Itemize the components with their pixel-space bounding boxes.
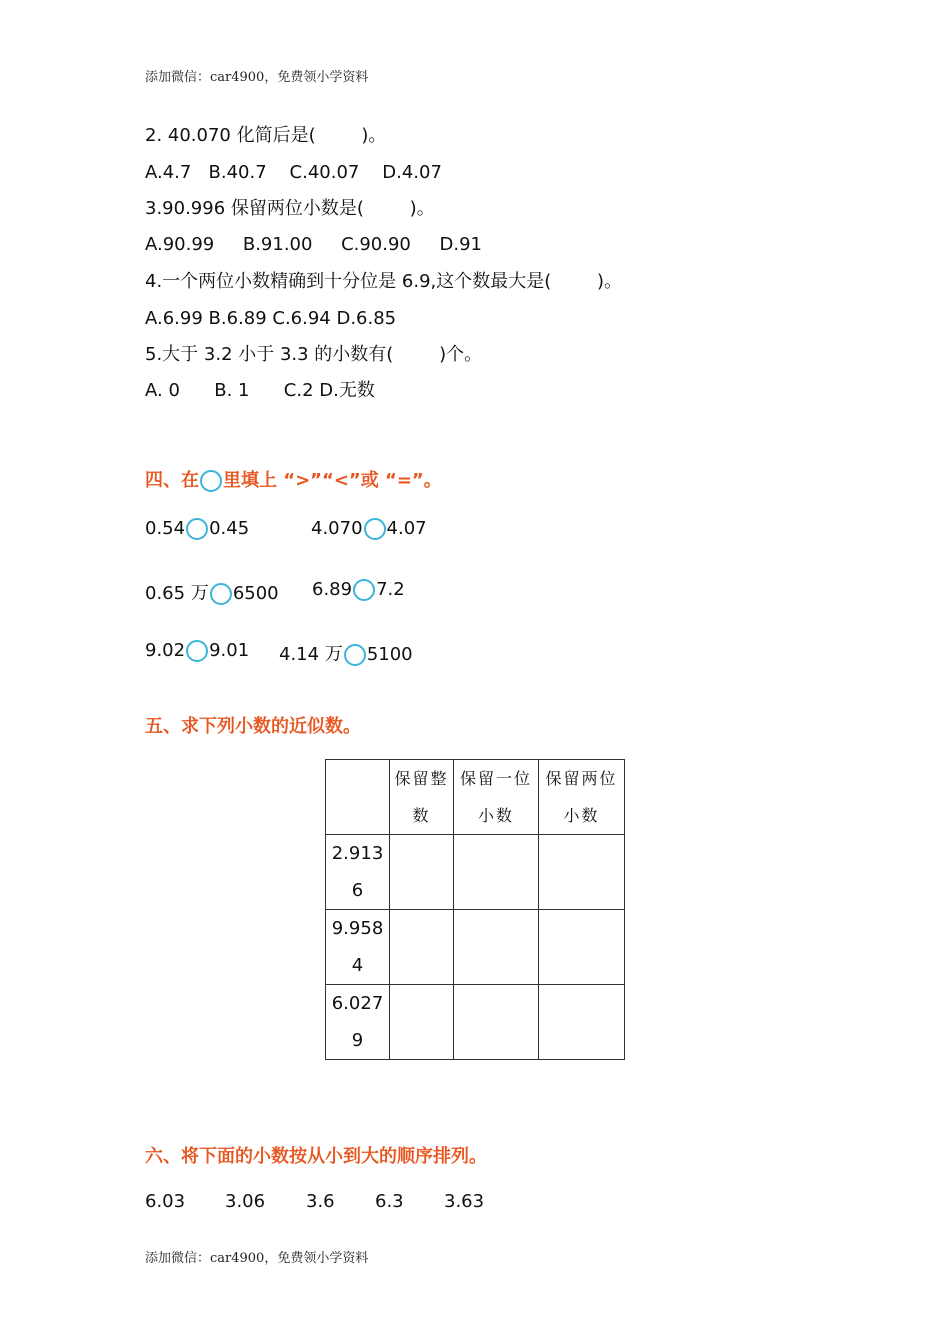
compare-right: 7.2 [376, 579, 405, 600]
answer-circle[interactable] [353, 579, 375, 601]
list-number: 6.03 [145, 1191, 186, 1212]
section-5-title: 五、求下列小数的近似数。 [145, 716, 361, 737]
section-4-title-pre: 四、在 [145, 470, 199, 491]
approximation-table [325, 759, 625, 1060]
page-footer: 添加微信：car4900，免费领小学资料 [145, 1251, 369, 1266]
section-4-title [145, 466, 442, 492]
compare-item [145, 640, 249, 662]
answer-cell[interactable] [390, 835, 454, 910]
question-3-options: A.90.99 B.91.00 C.90.90 D.91 [145, 234, 482, 255]
answer-cell[interactable] [539, 835, 625, 910]
answer-circle[interactable] [210, 583, 232, 605]
section-4-title-post: 里填上 “>”“<”或 “=”。 [223, 470, 442, 491]
list-number: 3.06 [225, 1191, 266, 1212]
answer-cell[interactable] [454, 910, 539, 985]
compare-item [145, 579, 279, 605]
answer-circle[interactable] [186, 518, 208, 540]
table-row [326, 985, 625, 1060]
table-header-one-decimal: 保留一位 小数 [454, 760, 539, 835]
page-header: 添加微信：car4900，免费领小学资料 [145, 70, 369, 85]
question-2-options: A.4.7 B.40.7 C.40.07 D.4.07 [145, 162, 442, 183]
table-header-two-decimal: 保留两位 小数 [539, 760, 625, 835]
answer-cell[interactable] [390, 910, 454, 985]
table-header-empty [326, 760, 390, 835]
table-number-cell: 9.958 4 [326, 910, 390, 985]
table-number-cell: 2.913 6 [326, 835, 390, 910]
compare-left: 9.02 [145, 640, 186, 661]
answer-cell[interactable] [390, 985, 454, 1060]
compare-left: 4.14 万 [279, 644, 343, 665]
compare-left: 0.54 [145, 518, 186, 539]
list-number: 3.63 [444, 1191, 485, 1212]
question-4-stem: 4.一个两位小数精确到十分位是 6.9,这个数最大是( )。 [145, 271, 623, 292]
table-header-integer: 保留整 数 [390, 760, 454, 835]
answer-circle[interactable] [344, 644, 366, 666]
compare-left: 6.89 [312, 579, 353, 600]
compare-right: 5100 [366, 644, 413, 665]
answer-circle[interactable] [364, 518, 386, 540]
table-row [326, 910, 625, 985]
answer-cell[interactable] [539, 985, 625, 1060]
answer-cell[interactable] [454, 985, 539, 1060]
table-row [326, 835, 625, 910]
answer-cell[interactable] [454, 835, 539, 910]
compare-left: 0.65 万 [145, 583, 209, 604]
question-2-stem: 2. 40.070 化简后是( )。 [145, 125, 387, 146]
list-number: 3.6 [306, 1191, 335, 1212]
compare-right: 0.45 [209, 518, 250, 539]
question-5-stem: 5.大于 3.2 小于 3.3 的小数有( )个。 [145, 344, 483, 365]
compare-right: 6500 [232, 583, 279, 604]
number-list [145, 1191, 484, 1213]
compare-item [312, 579, 405, 601]
question-3-stem: 3.90.996 保留两位小数是( )。 [145, 198, 435, 219]
question-4-options: A.6.99 B.6.89 C.6.94 D.6.85 [145, 308, 397, 329]
compare-item [279, 640, 413, 666]
circle-icon [200, 470, 222, 492]
answer-circle[interactable] [186, 640, 208, 662]
compare-left: 4.070 [311, 518, 363, 539]
question-5-options: A. 0 B. 1 C.2 D.无数 [145, 380, 375, 401]
answer-cell[interactable] [539, 910, 625, 985]
list-number: 6.3 [375, 1191, 404, 1212]
table-number-cell: 6.027 9 [326, 985, 390, 1060]
compare-item [311, 518, 427, 540]
section-6-title: 六、将下面的小数按从小到大的顺序排列。 [145, 1146, 487, 1167]
compare-right: 9.01 [209, 640, 250, 661]
compare-right: 4.07 [386, 518, 427, 539]
compare-item [145, 518, 249, 540]
